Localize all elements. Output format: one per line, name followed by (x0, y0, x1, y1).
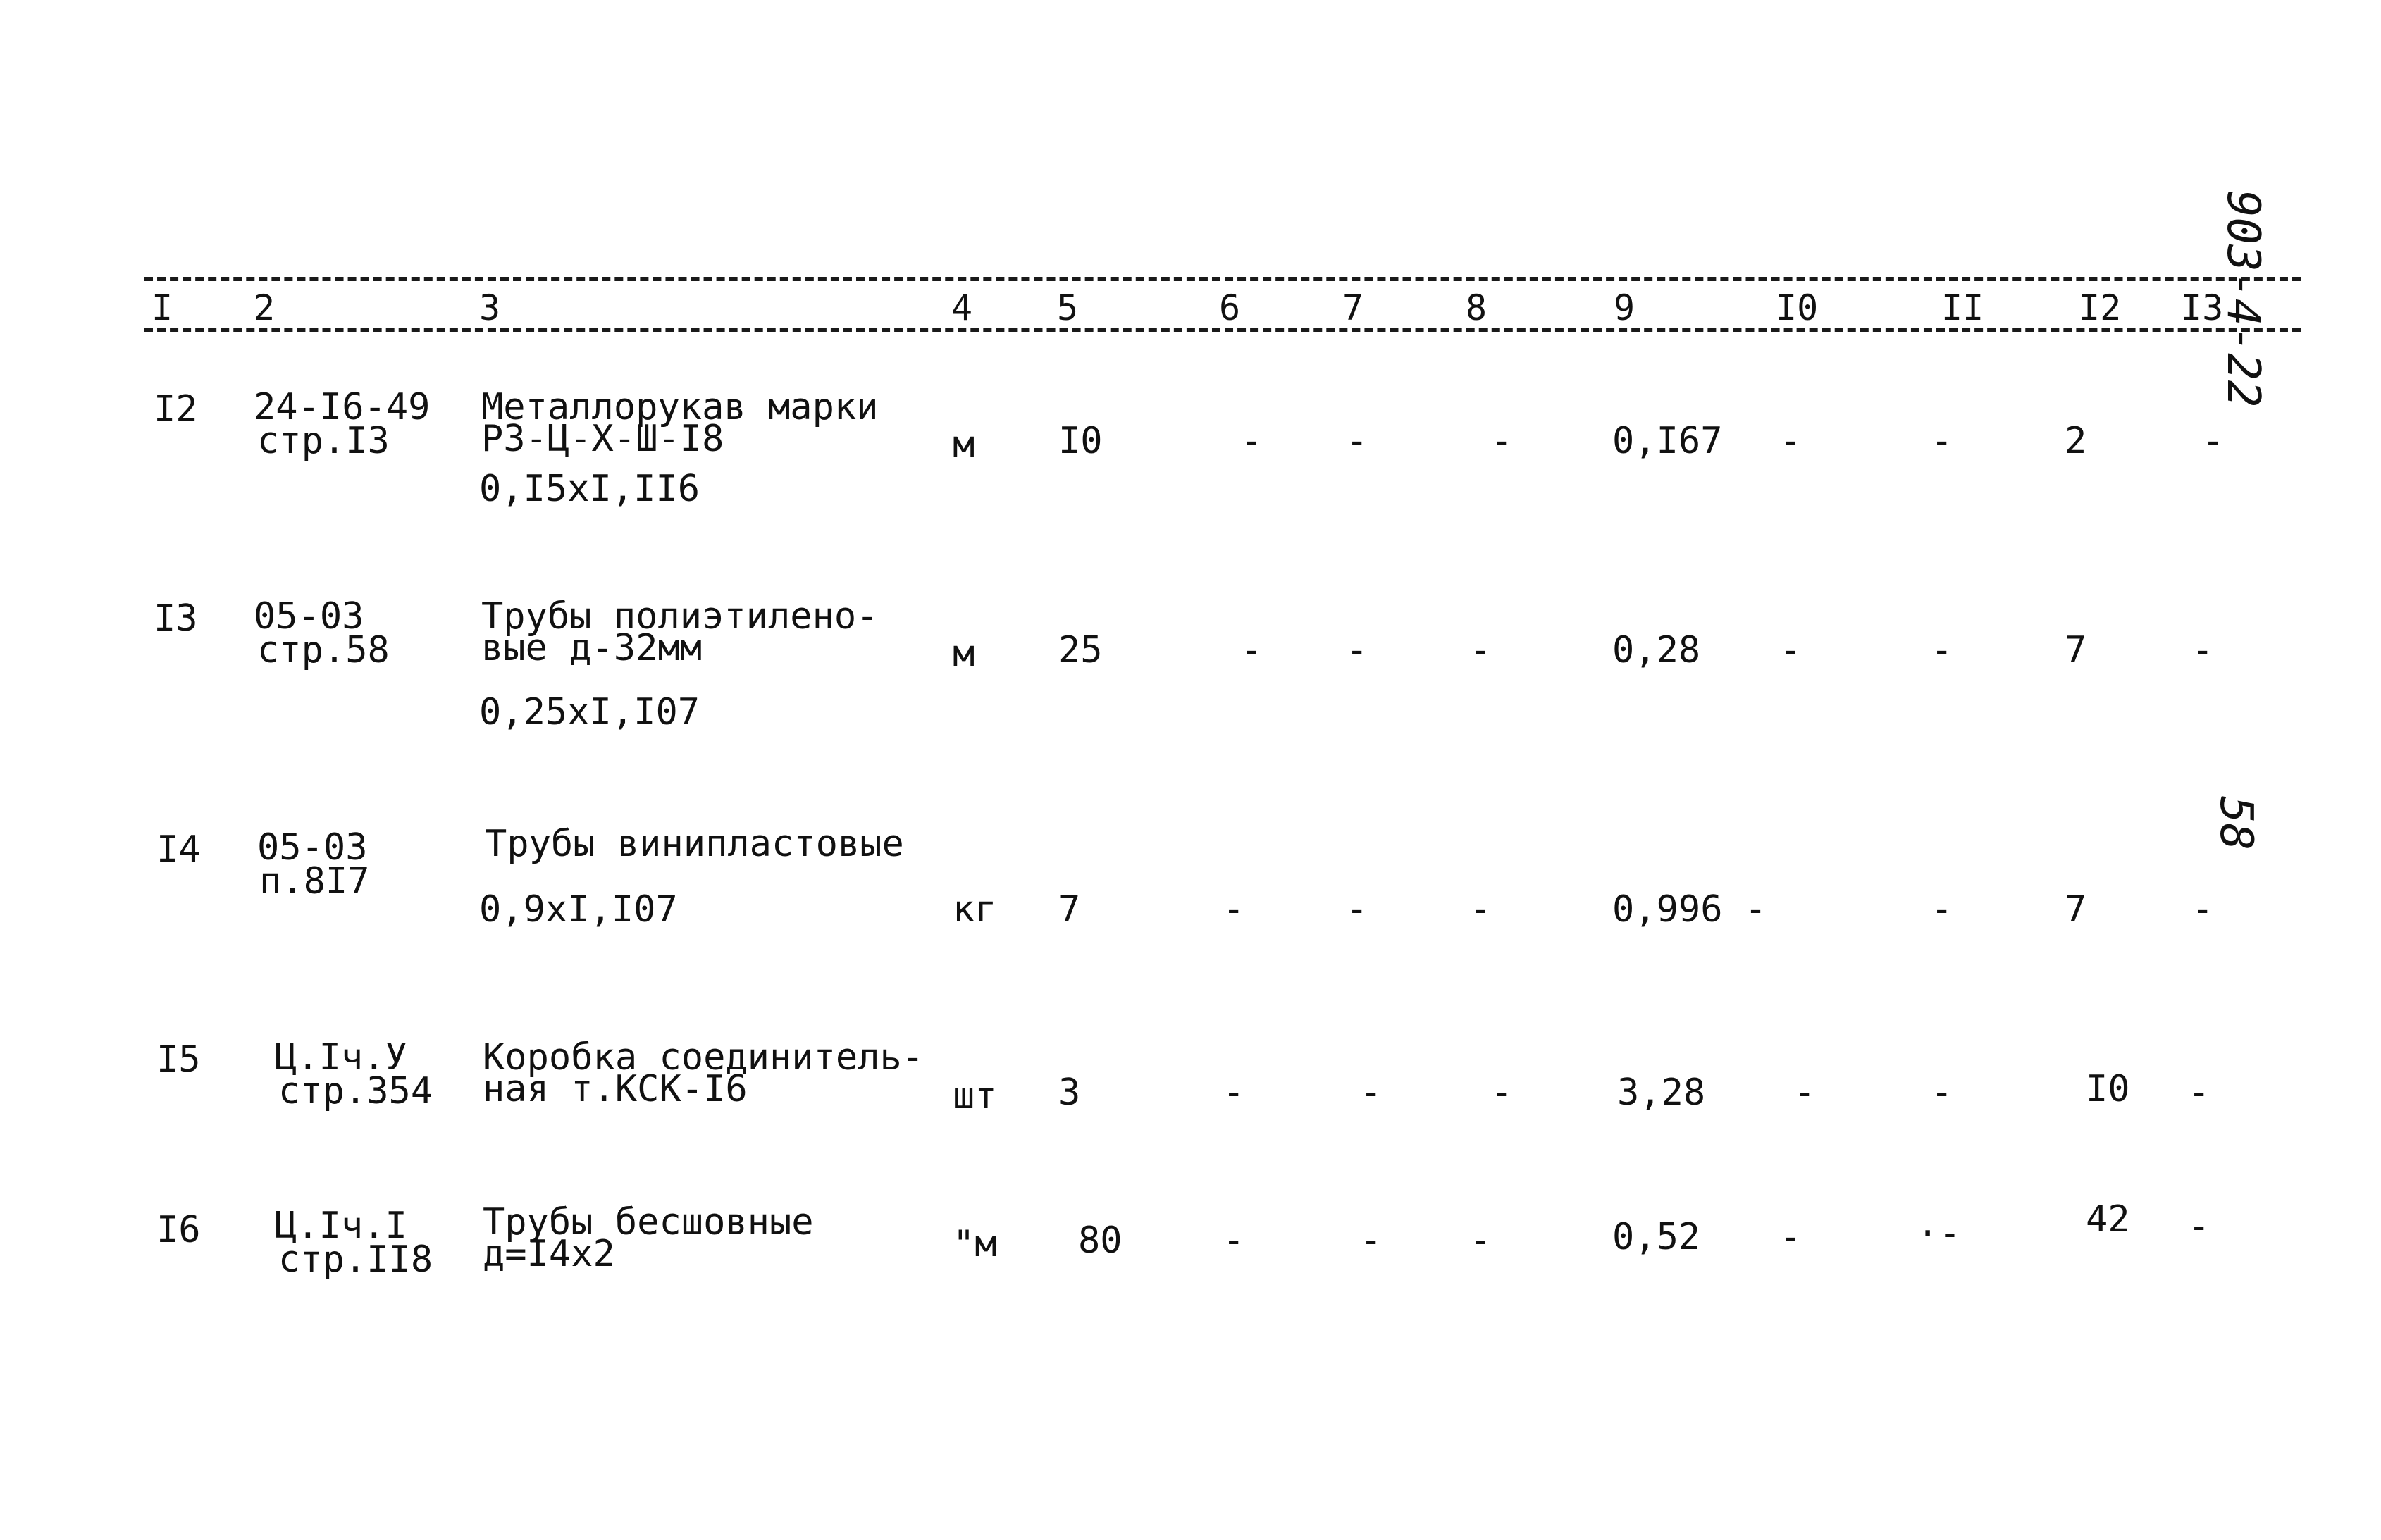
row-col7: - (1360, 1072, 1383, 1114)
col-header-8: 8 (1466, 287, 1488, 328)
row-code-line-1: 05-03 (257, 826, 368, 869)
col-header-10: I0 (1776, 287, 1819, 328)
row-col7: - (1346, 420, 1368, 462)
row-col12: I0 (2086, 1068, 2130, 1110)
row-col11: - (1931, 1072, 1953, 1114)
row-col7: - (1346, 629, 1368, 671)
col-header-2: 2 (254, 287, 276, 328)
row-code-line-2: стр.II8 (278, 1238, 433, 1281)
row-desc-line-2: РЗ-Ц-Х-Ш-I8 (481, 418, 724, 460)
row-formula: 0,9xI,I07 (479, 888, 678, 931)
row-desc-line-1: Трубы полиэтилено- (481, 595, 879, 638)
row-col7: - (1360, 1219, 1383, 1262)
col-header-5: 5 (1057, 287, 1079, 328)
col-header-6: 6 (1219, 287, 1241, 328)
row-col9: 0,28 (1612, 629, 1701, 671)
row-number: I5 (156, 1038, 201, 1081)
row-col8: - (1469, 888, 1492, 931)
row-unit: шт (953, 1075, 997, 1117)
row-col8: - (1469, 629, 1492, 671)
row-col11: ·- (1917, 1212, 1961, 1255)
row-col10: - (1779, 629, 1802, 671)
row-code-line-2: стр.I3 (257, 420, 390, 462)
row-code-line-1: Ц.Iч.I (275, 1205, 407, 1247)
header-top-rule (144, 277, 2301, 281)
row-col11: - (1931, 888, 1953, 931)
row-col8: - (1490, 420, 1513, 462)
row-col7: - (1346, 888, 1368, 931)
row-col13: - (2191, 629, 2214, 671)
row-number: I6 (156, 1209, 201, 1251)
row-col6: - (1223, 1072, 1245, 1114)
row-col10: - (1779, 1216, 1802, 1258)
row-col6: - (1240, 420, 1263, 462)
row-desc-line-2: д=I4x2 (483, 1233, 615, 1275)
row-code-line-1: Ц.Iч.У (275, 1036, 407, 1079)
row-col6: - (1223, 888, 1245, 931)
row-col10: - (1793, 1072, 1816, 1114)
row-col13: - (2188, 1205, 2210, 1248)
col-header-11: II (1941, 287, 1984, 328)
doc-code-vertical: 903-4-22 (2217, 190, 2269, 408)
row-col13: - (2202, 420, 2225, 462)
row-qty: 7 (1058, 888, 1081, 931)
row-col8: - (1469, 1219, 1492, 1262)
row-desc-line-1: Металлорукав марки (481, 386, 879, 428)
row-qty: 3 (1058, 1072, 1081, 1114)
col-header-3: 3 (479, 287, 501, 328)
page-number-vertical: 58 (2210, 796, 2262, 851)
col-header-1: I (151, 287, 173, 328)
row-col12: 42 (2086, 1198, 2130, 1241)
row-code-line-1: 05-03 (254, 595, 364, 638)
col-header-13: I3 (2181, 287, 2224, 328)
row-code-line-2: п.8I7 (259, 860, 370, 902)
row-qty: I0 (1058, 420, 1103, 462)
row-desc-line-1: Коробка соединитель- (483, 1036, 924, 1079)
row-code-line-2: стр.58 (257, 629, 390, 671)
row-desc-line-2: вые д-32мм (481, 627, 703, 669)
row-formula: 0,25xI,I07 (479, 691, 700, 733)
col-header-12: I2 (2079, 287, 2122, 328)
row-col11: - (1931, 629, 1953, 671)
col-header-4: 4 (951, 287, 973, 328)
col-header-7: 7 (1342, 287, 1364, 328)
row-col12: 7 (2065, 888, 2087, 931)
row-code-line-1: 24-I6-49 (254, 386, 431, 428)
row-unit: "м (953, 1223, 997, 1265)
row-col8: - (1490, 1072, 1513, 1114)
row-col12: 7 (2065, 629, 2087, 671)
row-col11: - (1931, 420, 1953, 462)
row-col12: 2 (2065, 420, 2087, 462)
row-desc-line-2: ная т.КСК-I6 (483, 1068, 748, 1110)
row-number: I4 (156, 828, 201, 871)
row-unit: кг (953, 888, 997, 931)
row-desc-line-1: Трубы бесшовные (483, 1201, 814, 1243)
col-header-9: 9 (1614, 287, 1635, 328)
row-col13: - (2191, 888, 2214, 931)
row-col9: 0,996 - (1612, 888, 1767, 931)
row-col9: 0,I67 (1612, 420, 1723, 462)
row-qty: 25 (1058, 629, 1103, 671)
row-unit: м (953, 633, 975, 675)
row-formula: 0,I5xI,II6 (479, 468, 700, 510)
row-code-line-2: стр.354 (278, 1070, 433, 1112)
row-unit: м (953, 423, 975, 466)
row-desc-line-1: Трубы винипластовые (485, 823, 904, 865)
row-col6: - (1223, 1219, 1245, 1262)
row-qty: 80 (1078, 1219, 1123, 1262)
row-number: I3 (154, 597, 198, 640)
row-col10: - (1779, 420, 1802, 462)
row-col9: 0,52 (1612, 1216, 1701, 1258)
row-col9: 3,28 (1617, 1072, 1706, 1114)
row-col13: - (2188, 1072, 2210, 1114)
row-col6: - (1240, 629, 1263, 671)
row-number: I2 (154, 388, 198, 430)
